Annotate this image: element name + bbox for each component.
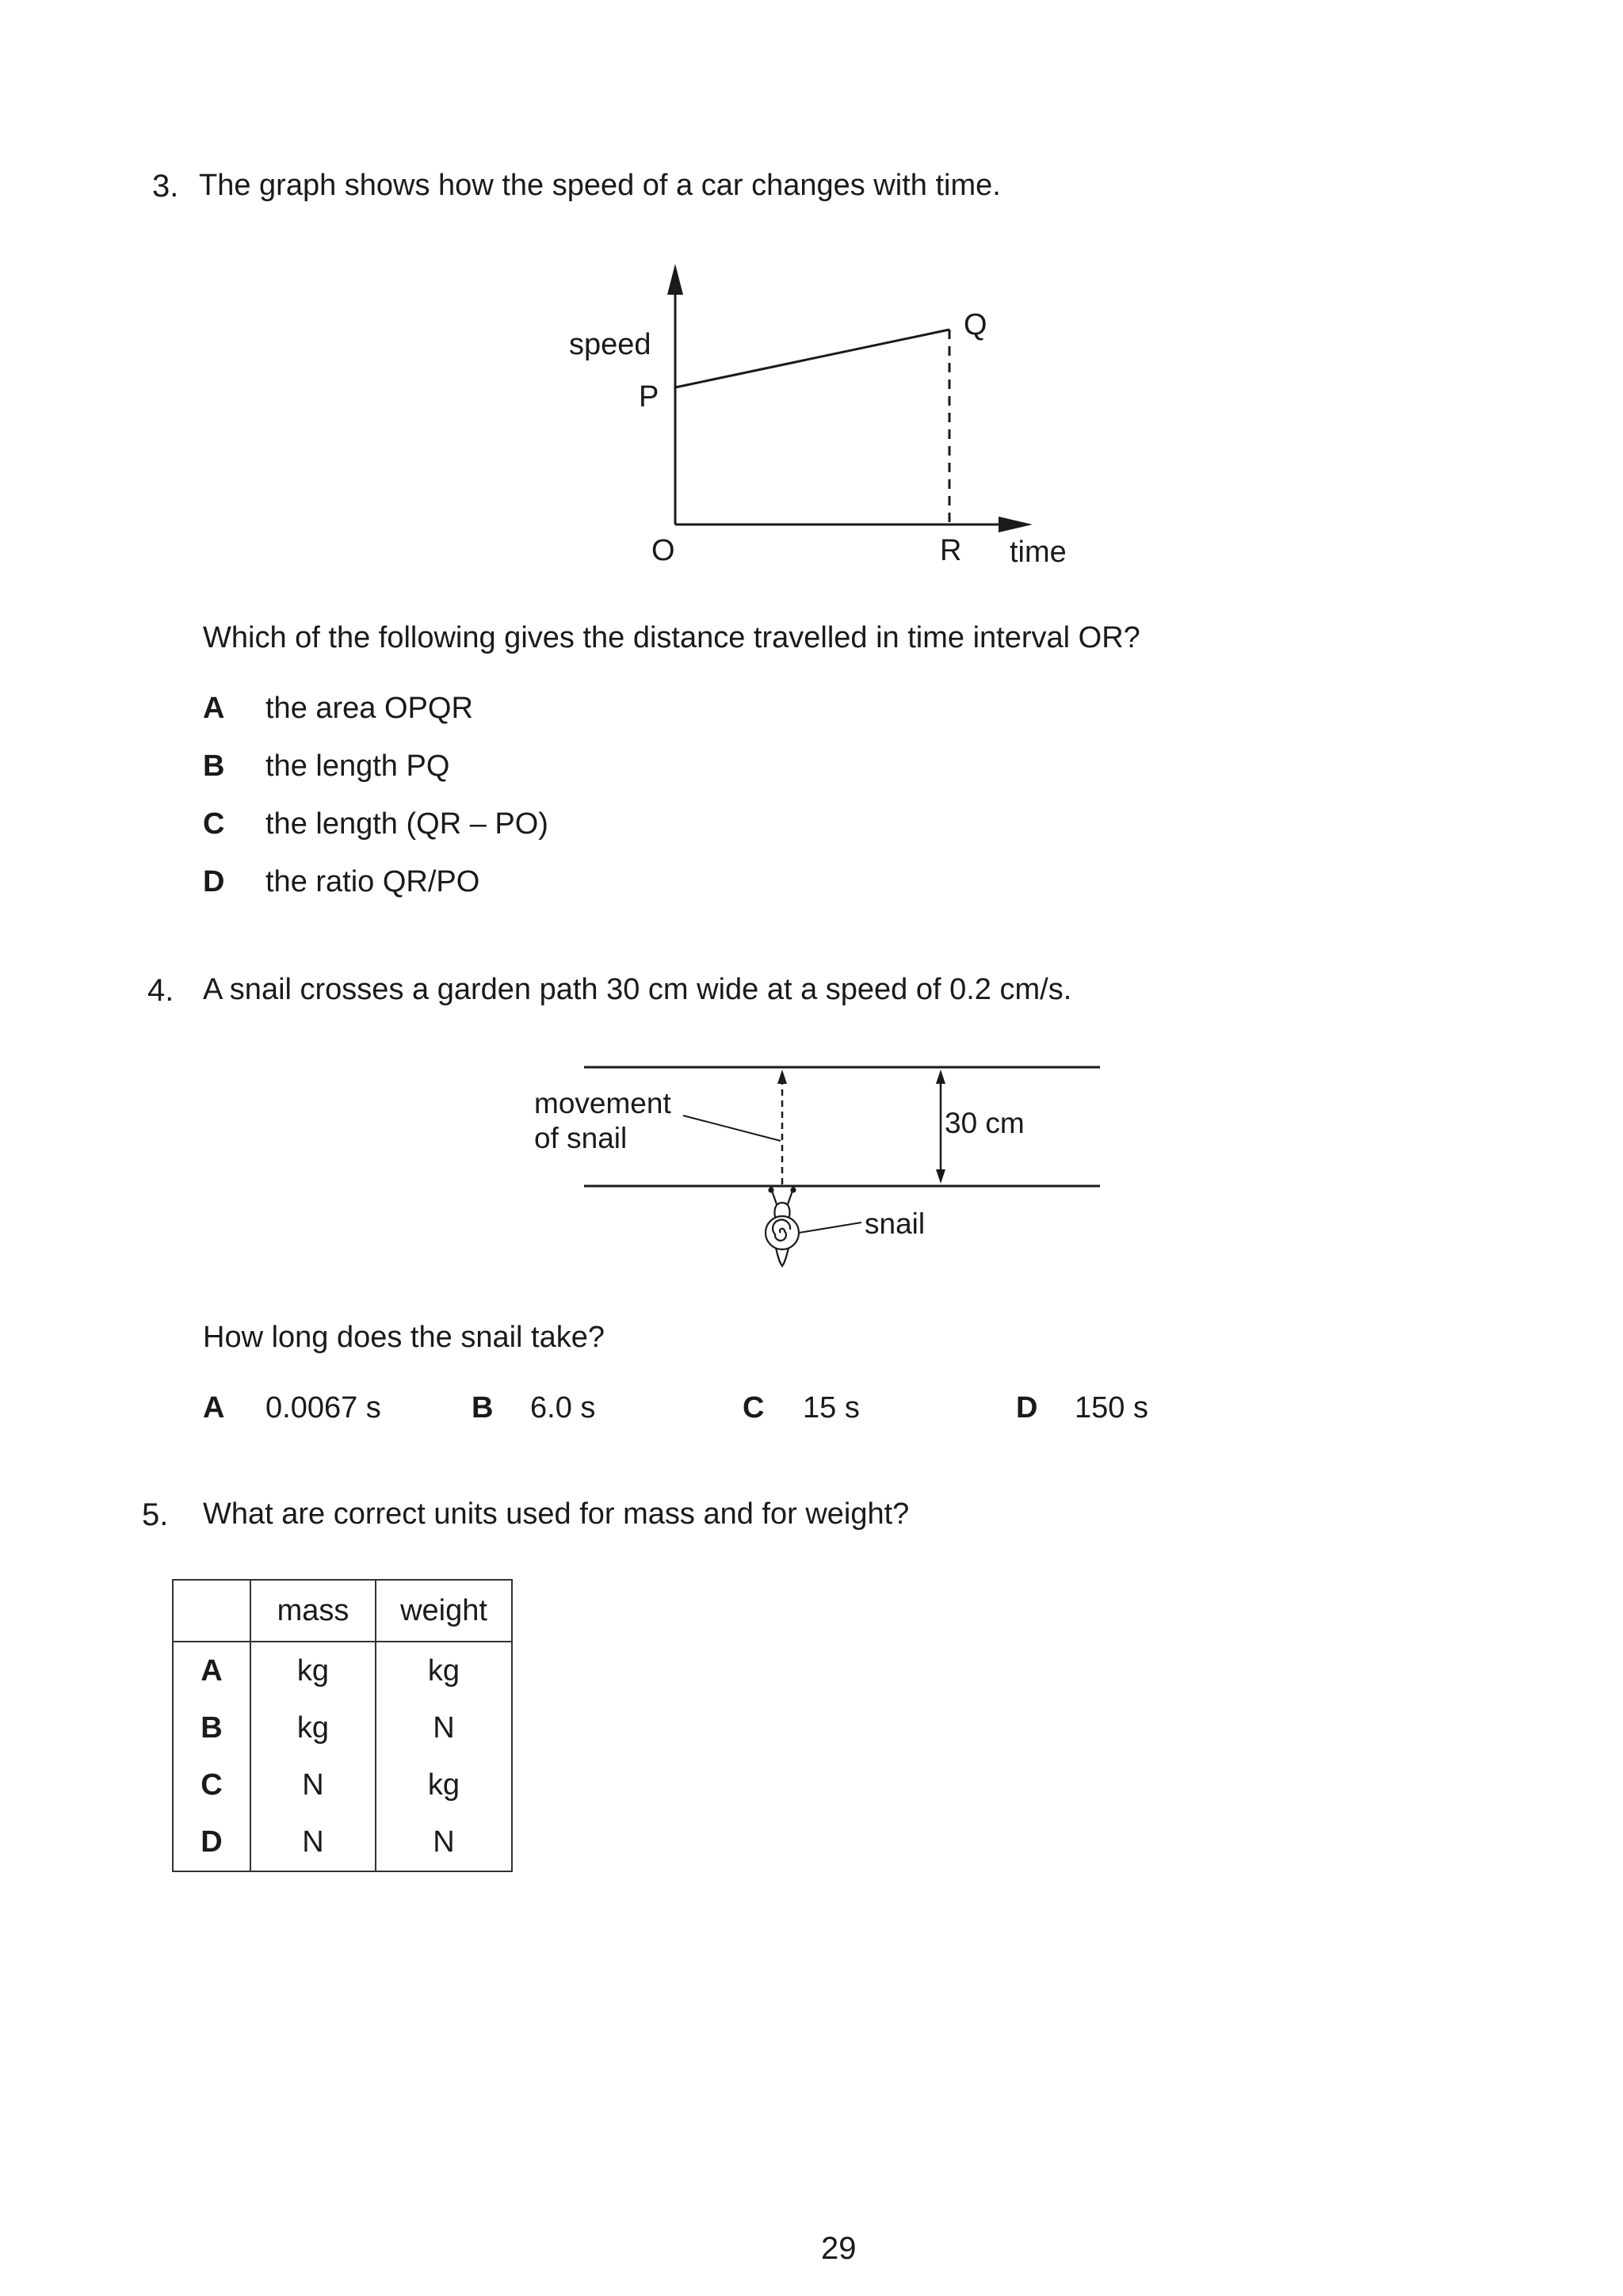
graph-x-axis-label: time	[1010, 536, 1067, 569]
table-row-label: A	[173, 1642, 250, 1699]
question-3-option-c-text: the length (QR – PO)	[265, 807, 548, 841]
movement-label-line2: of snail	[534, 1122, 628, 1154]
question-3-question: Which of the following gives the distance travelled in time interval OR?	[203, 621, 1140, 654]
question-3-stem: The graph shows how the speed of a car changes with time.	[199, 169, 1001, 202]
question-4-number: 4.	[147, 973, 174, 1008]
graph-point-o: O	[651, 534, 675, 567]
snail-leader-line	[799, 1222, 861, 1233]
table-cell-mass: kg	[250, 1642, 376, 1699]
table-header-blank	[173, 1580, 250, 1642]
table-row-label: D	[173, 1814, 250, 1871]
question-3-option-c-label: C	[203, 807, 225, 841]
table-cell-weight: kg	[376, 1756, 512, 1814]
table-cell-weight: kg	[376, 1642, 512, 1699]
graph-point-q: Q	[964, 308, 987, 341]
table-cell-mass: kg	[250, 1699, 376, 1756]
table-row	[173, 1814, 512, 1871]
question-3-number: 3.	[152, 169, 179, 204]
graph-y-axis-label: speed	[569, 328, 651, 361]
question-4-option-d-text: 150 s	[1075, 1391, 1148, 1425]
question-4-option-b-label: B	[472, 1391, 494, 1425]
page-number: 29	[821, 2231, 857, 2266]
table-cell-weight: N	[376, 1699, 512, 1756]
table-header-weight: weight	[376, 1580, 512, 1642]
table-cell-weight: N	[376, 1814, 512, 1871]
question-4-option-c-text: 15 s	[803, 1391, 860, 1425]
question-5-stem: What are correct units used for mass and for weight?	[203, 1497, 910, 1531]
question-4-stem: A snail crosses a garden path 30 cm wide at a speed of 0.2 cm/s.	[203, 973, 1072, 1006]
snail-movement-arrow	[777, 1070, 787, 1084]
graph-point-p: P	[639, 380, 659, 414]
graph-point-r: R	[940, 534, 962, 567]
table-header-row	[173, 1580, 512, 1642]
width-label: 30 cm	[945, 1107, 1025, 1139]
table-row-label: C	[173, 1756, 250, 1814]
table-row	[173, 1699, 512, 1756]
question-4-option-b-text: 6.0 s	[530, 1391, 596, 1425]
mass-weight-units-table	[172, 1579, 513, 1872]
question-3-option-b-label: B	[203, 749, 225, 783]
question-3-option-b-text: the length PQ	[265, 749, 450, 783]
table-cell-mass: N	[250, 1814, 376, 1871]
table-row-label: B	[173, 1699, 250, 1756]
question-3-option-a-label: A	[203, 692, 225, 725]
table-row	[173, 1756, 512, 1814]
question-4-option-a-label: A	[203, 1391, 225, 1425]
movement-label-line1: movement	[534, 1087, 671, 1119]
table-cell-mass: N	[250, 1756, 376, 1814]
question-3-option-d-text: the ratio QR/PO	[265, 865, 480, 898]
question-4-option-d-label: D	[1016, 1391, 1038, 1425]
snail-label: snail	[865, 1207, 926, 1240]
table-header-mass: mass	[250, 1580, 376, 1642]
question-4-option-c-label: C	[743, 1391, 765, 1425]
snail-icon	[766, 1188, 799, 1267]
question-5-number: 5.	[142, 1497, 169, 1532]
movement-leader-line	[683, 1116, 781, 1141]
question-4-option-a-text: 0.0067 s	[265, 1391, 381, 1425]
table-row	[173, 1642, 512, 1699]
width-arrow-down	[936, 1169, 945, 1184]
question-3-option-a-text: the area OPQR	[265, 692, 473, 725]
width-arrow-up	[936, 1070, 945, 1084]
question-4-question: How long does the snail take?	[203, 1321, 605, 1354]
question-3-option-d-label: D	[203, 865, 225, 898]
